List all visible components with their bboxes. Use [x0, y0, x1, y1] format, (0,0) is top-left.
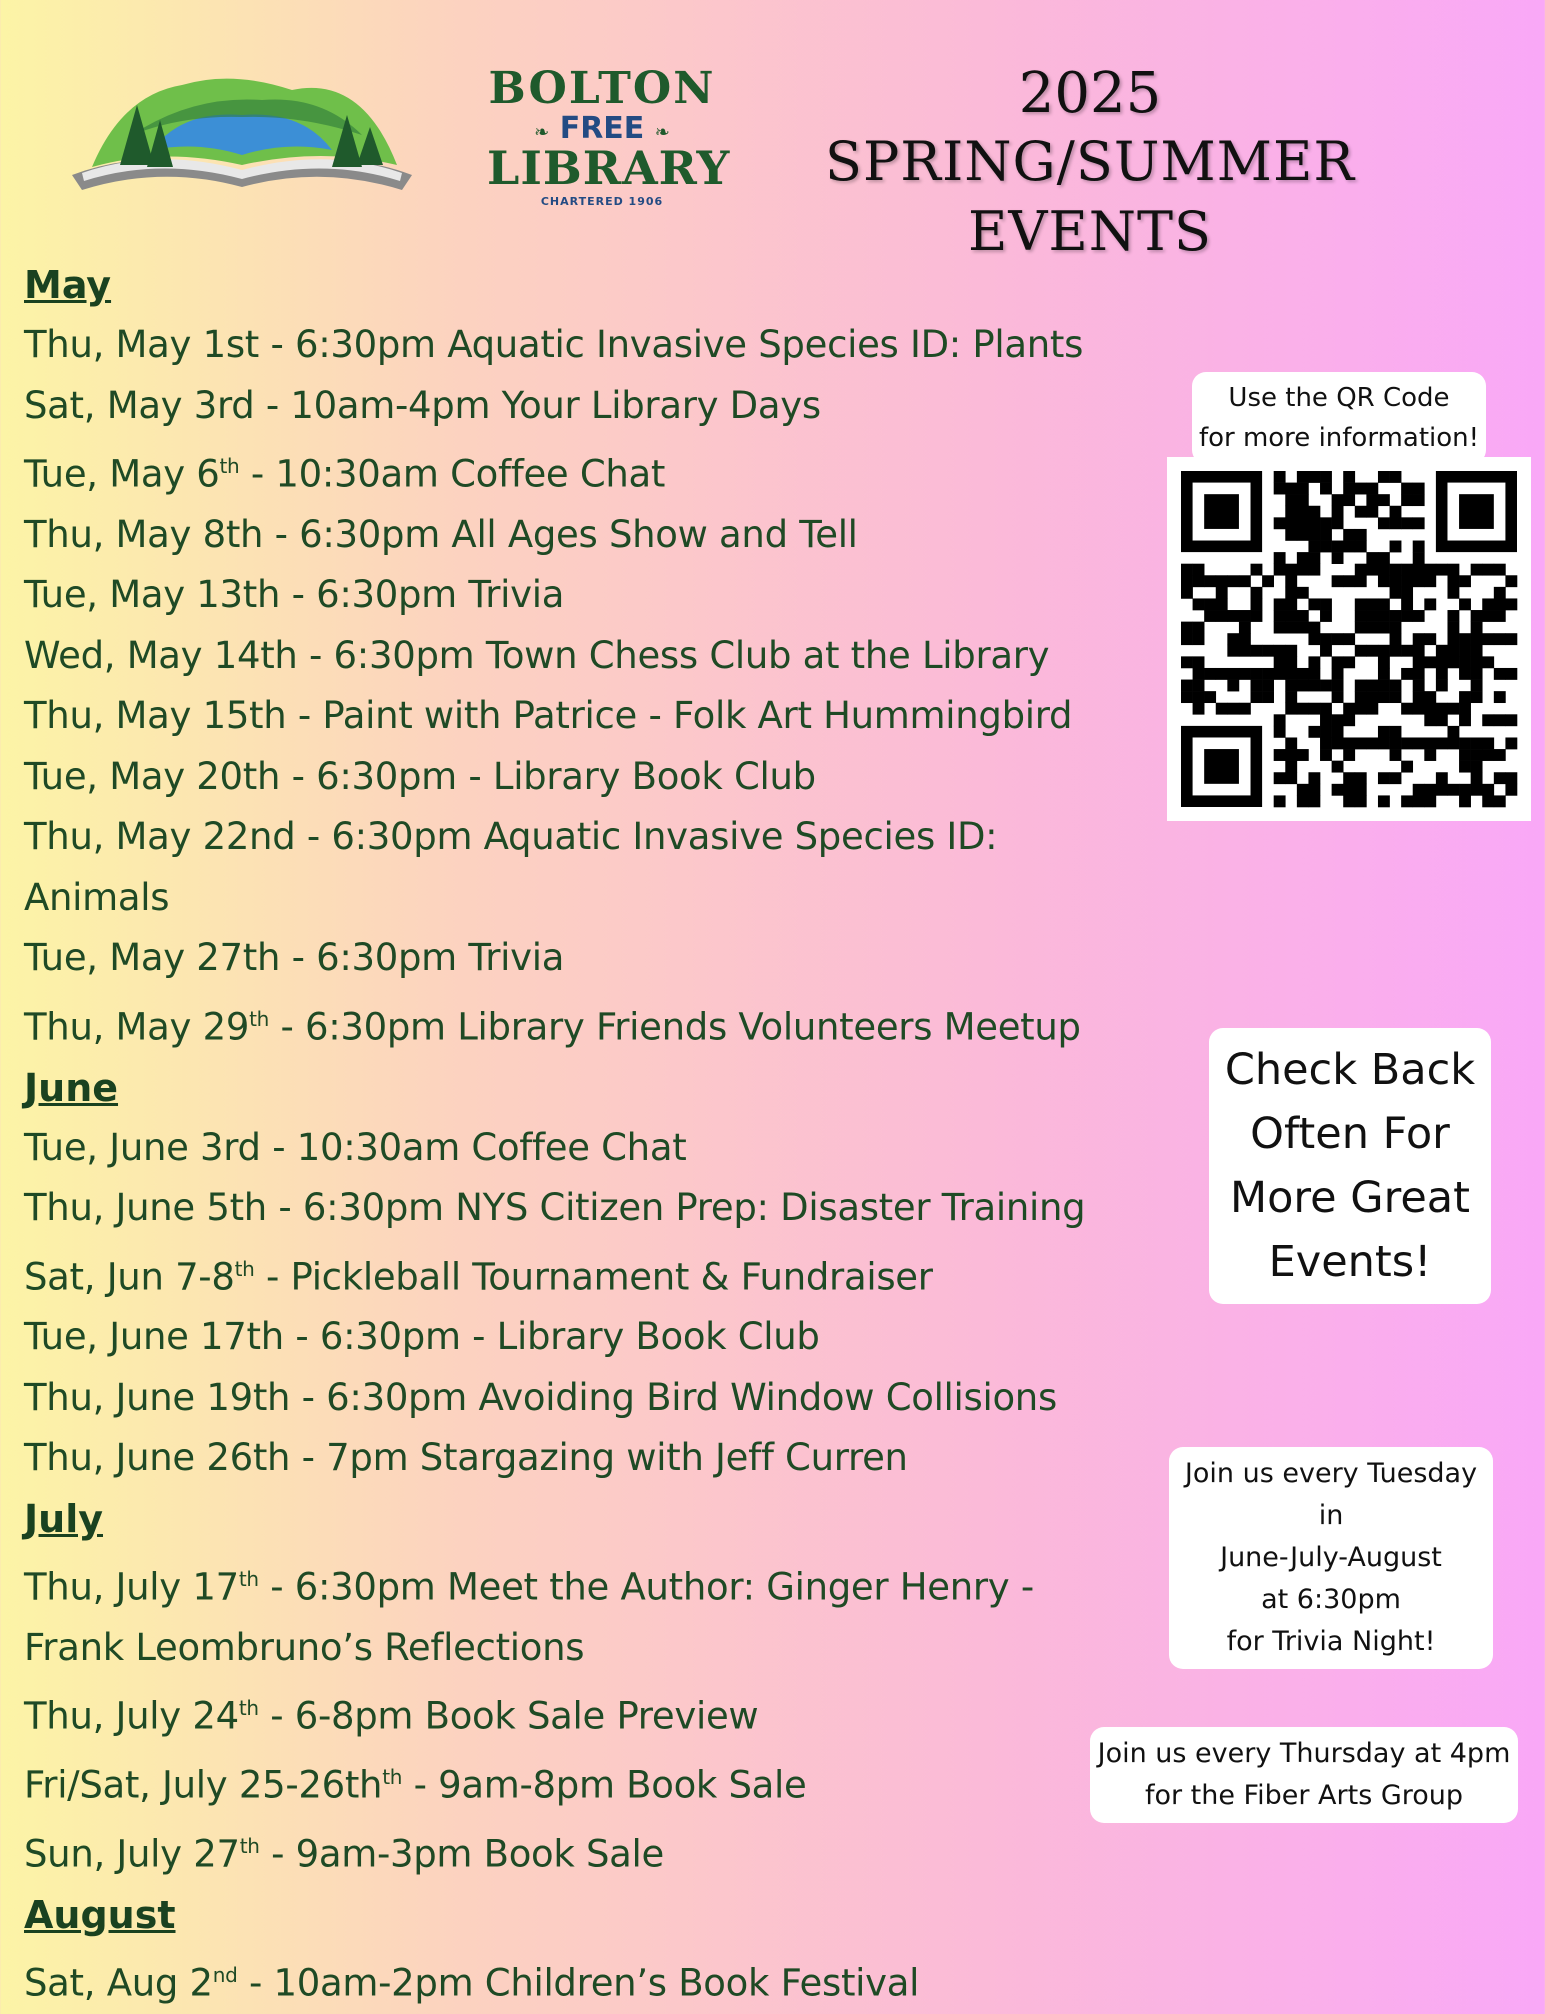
- event-item: Tue, June 17th - 6:30pm - Library Book Club: [24, 1315, 820, 1359]
- event-item: Thu, May 8th - 6:30pm All Ages Show and Tell: [24, 512, 858, 556]
- event-item: Tue, May 6th - 10:30am Coffee Chat: [24, 452, 666, 496]
- event-item: Thu, May 22nd - 6:30pm Aquatic Invasive Species ID:: [24, 815, 998, 859]
- event-item: Tue, May 13th - 6:30pm Trivia: [24, 573, 565, 617]
- event-item: Fri/Sat, July $25-26th^{th} - 9am-8pm$ Book Sale: [24, 1763, 807, 1807]
- events-list: [24, 255, 1174, 2014]
- trivia-note: Join us every Tuesday in June-July-August at 6:30pm for Trivia Night!: [1169, 1447, 1493, 1669]
- event-item: Tue, May 27th - 6:30pm Trivia: [24, 936, 565, 980]
- page-title: [700, 60, 1480, 268]
- event-item: Frank Leombruno’s Reflections: [24, 1625, 585, 1669]
- event-item: Animals: [24, 875, 170, 919]
- library-logo: [62, 55, 731, 215]
- title-heading: SPRING/SUMMER EVENTS: [824, 130, 1356, 264]
- event-item: Sat, Jun 7-8th - Pickleball Tournament & Fundraiser: [24, 1254, 933, 1298]
- event-item: Tue, May 20th - 6:30pm - Library Book Club: [24, 754, 816, 798]
- event-item: Sun, July 27th - 9am-3pm Book Sale: [24, 1832, 664, 1876]
- qr-code[interactable]: [1167, 457, 1531, 821]
- event-item: Thu, July 17th - 6:30pm Meet the Author: Ginger Henry -: [24, 1565, 1034, 1609]
- leaf-icon: ❧: [534, 122, 550, 143]
- fiber-arts-note: Join us every Thursday at 4pm for the Fiber Arts Group: [1090, 1727, 1518, 1823]
- event-item: Thu, June 19th - 6:30pm Avoiding Bird Window Collisions: [24, 1375, 1057, 1419]
- logo-bolton: BOLTON: [488, 63, 716, 114]
- event-item: Sat, Aug 2nd - 10am-2pm Children’s Book Festival: [24, 1961, 920, 2005]
- event-item: Thu, May 1st - 6:30pm Aquatic Invasive Species ID: Plants: [24, 323, 1084, 366]
- month-heading: May: [24, 263, 112, 307]
- logo-library: LIBRARY: [487, 141, 731, 195]
- event-item: Thu, May 29th - 6:30pm Library Friends Volunteers Meetup: [24, 1005, 1081, 1049]
- event-item: Thu, June 26th - 7pm Stargazing with Jeff Curren: [24, 1436, 908, 1480]
- qr-label: Use the QR Code for more information!: [1192, 372, 1486, 464]
- logo-chartered: CHARTERED 1906: [540, 195, 664, 209]
- month-heading: June: [24, 1065, 119, 1110]
- leaf-icon: ❧: [654, 122, 670, 143]
- logo-wordmark: [487, 55, 731, 209]
- event-item: Thu, June 5th - 6:30pm NYS Citizen Prep: Disaster Training: [24, 1186, 1086, 1230]
- event-item: Sat, May 3rd - 10am-4pm Your Library Days: [24, 383, 821, 427]
- event-item: Thu, May 15th - Paint with Patrice - Folk Art Hummingbird: [24, 694, 1073, 738]
- logo-free: FREE: [559, 111, 645, 146]
- title-year: 2025: [1018, 61, 1162, 126]
- event-item: Tue, June 3rd - 10:30am Coffee Chat: [24, 1125, 687, 1169]
- open-book-landscape-icon: [62, 55, 422, 215]
- check-back-note: Check Back Often For More Great Events!: [1209, 1028, 1491, 1304]
- event-item: Wed, May 14th - 6:30pm Town Chess Club at the Library: [24, 633, 1050, 677]
- month-heading: July: [24, 1496, 103, 1541]
- month-heading: August: [24, 1892, 176, 1937]
- qr-code-icon: [1167, 457, 1531, 821]
- event-item: Thu, July 24th - 6-8pm Book Sale Preview: [24, 1694, 759, 1738]
